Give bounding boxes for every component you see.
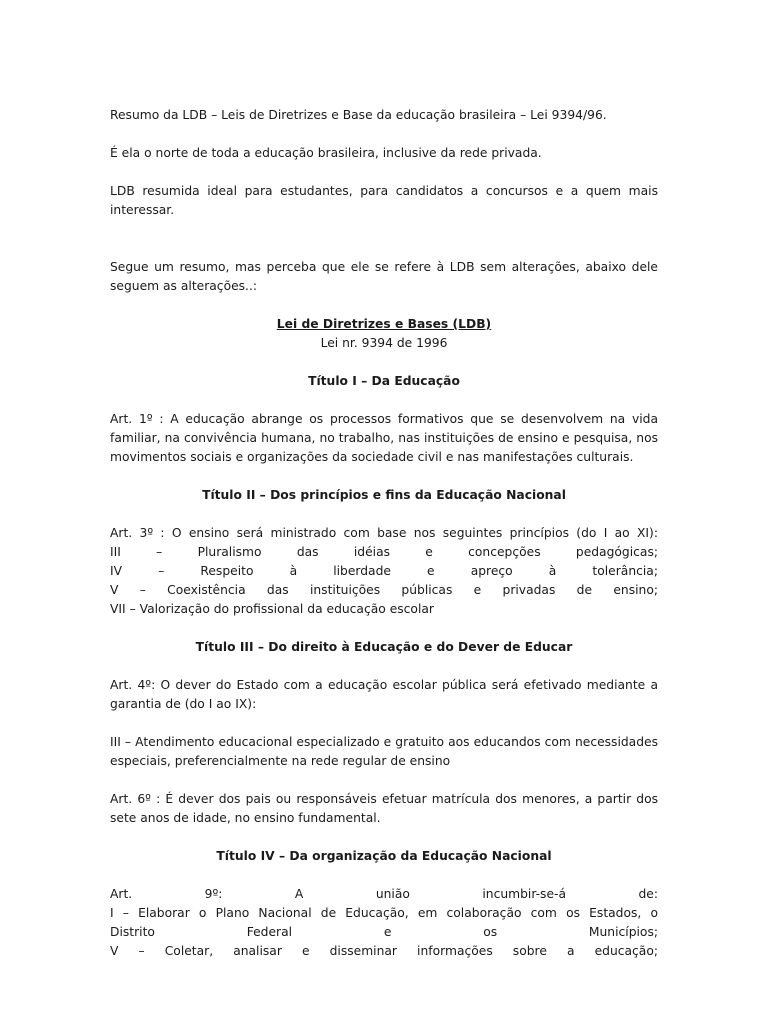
intro-paragraph-4: Segue um resumo, mas perceba que ele se refere à LDB sem alterações, abaixo dele seguem as alterações..:	[110, 260, 658, 293]
intro-paragraph-1: Resumo da LDB – Leis de Diretrizes e Base da educação brasileira – Lei 9394/96.	[110, 108, 607, 122]
intro-paragraph-2: É ela o norte de toda a educação brasileira, inclusive da rede privada.	[110, 146, 542, 160]
article-3-item-vii: VII – Valorização do profissional da educação escolar	[110, 602, 434, 616]
article-9-item-v: V – Coletar, analisar e disseminar informações sobre a educação;	[110, 944, 658, 958]
article-3-item-iii: III – Pluralismo das idéias e concepções pedagógicas;	[110, 545, 658, 559]
title-1-heading: Título I – Da Educação	[308, 374, 460, 388]
article-9: Art. 9º: A união incumbir-se-á de:	[110, 887, 658, 901]
document-body	[110, 106, 658, 961]
law-subtitle: Lei nr. 9394 de 1996	[320, 336, 448, 350]
intro-paragraph-3: LDB resumida ideal para estudantes, para candidatos a concursos e a quem mais interessar.	[110, 184, 658, 217]
article-3: Art. 3º : O ensino será ministrado com base nos seguintes princípios (do I ao XI):	[110, 526, 658, 540]
article-9-item-i: I – Elaborar o Plano Nacional de Educação, em colaboração com os Estados, o	[110, 906, 658, 920]
article-9-item-i-continued: Distrito Federal e os Municípios;	[110, 925, 658, 939]
article-6: Art. 6º : É dever dos pais ou responsáveis efetuar matrícula dos menores, a partir dos sete anos de idade, no ensino fundamental.	[110, 792, 658, 825]
title-4-heading: Título IV – Da organização da Educação Nacional	[216, 849, 552, 863]
article-3-item-v: V – Coexistência das instituições públicas e privadas de ensino;	[110, 583, 658, 597]
article-1: Art. 1º : A educação abrange os processos formativos que se desenvolvem na vida familiar, na convivência humana, no trabalho, nas instituições de ensino e pesquisa, nos movimentos sociais e organizações da sociedade civil e nas manifestações culturais.	[110, 412, 658, 464]
article-3-item-iv: IV – Respeito à liberdade e apreço à tolerância;	[110, 564, 658, 578]
law-title: Lei de Diretrizes e Bases (LDB)	[276, 317, 492, 331]
article-4: Art. 4º: O dever do Estado com a educação escolar pública será efetivado mediante a garantia de (do I ao IX):	[110, 678, 658, 711]
title-2-heading: Título II – Dos princípios e fins da Educação Nacional	[202, 488, 566, 502]
article-4-item-iii: III – Atendimento educacional especializado e gratuito aos educandos com necessidades especiais, preferencialmente na rede regular de ensino	[110, 735, 658, 768]
title-3-heading: Título III – Do direito à Educação e do Dever de Educar	[195, 640, 573, 654]
